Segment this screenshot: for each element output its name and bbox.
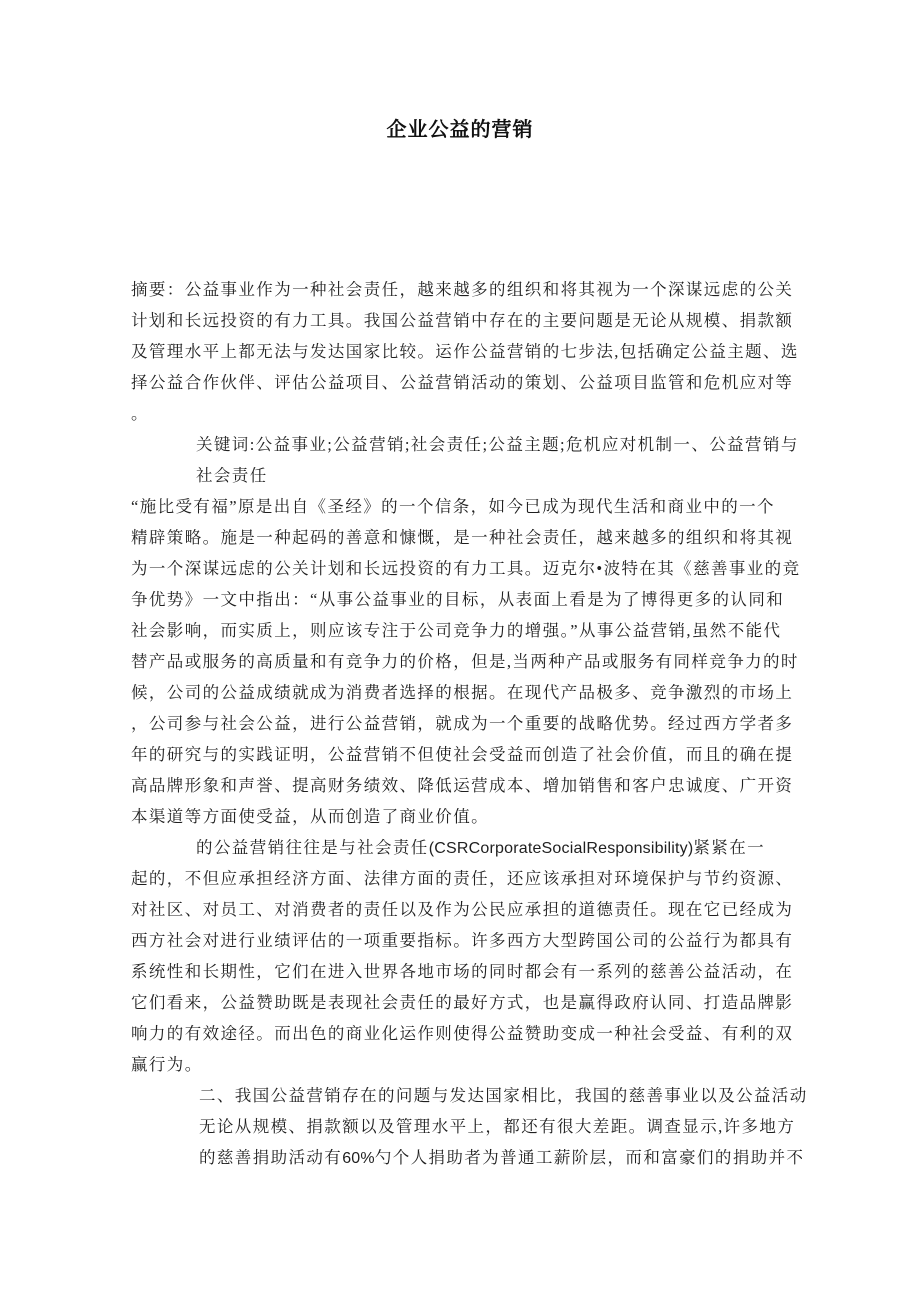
text-line: 摘要：公益事业作为一种社会责任，越来越多的组织和将其视为一个深谋远虑的公关 [131,280,794,299]
text-line: 起的，不但应承担经济方面、法律方面的责任，还应该承担对环境保护与节约资源、 [131,869,794,888]
text-line: 替产品或服务的高质量和有竞争力的价格，但是,当两种产品或服务有同样竞争力的时 [131,652,799,671]
text-line: 年的研究与的实践证明，公益营销不但使社会受益而创造了社会价值，而且的确在提 [131,745,794,764]
paragraph-keywords [131,429,803,491]
text-line: 。 [131,404,149,423]
text-line: 计划和长远投资的有力工具。我国公益营销中存在的主要问题是无论从规模、捐款额 [131,311,794,330]
text-line: 对社区、对员工、对消费者的责任以及作为公民应承担的道德责任。现在它已经成为 [131,900,794,919]
text-line: 响力的有效途径。而出色的商业化运作则使得公益赞助变成一种社会受益、有利的双 [131,1024,794,1043]
text-line: 社会影响，而实质上，则应该专注于公司竞争力的增强。”从事公益营销,虽然不能代 [131,621,782,640]
text-line: 择公益合作伙伴、评估公益项目、公益营销活动的策划、公益项目监管和危机应对等 [131,373,794,392]
text-line: 社会责任 [196,466,268,485]
document-body [131,274,808,1173]
paragraph-abstract [131,274,803,429]
text-line: 无论从规模、捐款额以及管理水平上，都还有很大差距。调查显示,许多地方 [199,1117,796,1136]
paragraph-section-2 [131,1080,808,1173]
text-line: 赢行为。 [131,1055,203,1074]
text-line: ，公司参与社会公益，进行公益营销，就成为一个重要的战略优势。经过西方学者多 [131,714,794,733]
text-line: 它们看来，公益赞助既是表现社会责任的最好方式，也是赢得政府认同、打造品牌影 [131,993,794,1012]
document-title: 企业公益的营销 [386,119,534,141]
latin-run: (CSRCorporateSocialResponsibility) [428,840,694,857]
latin-run: 60% [342,1150,375,1167]
text-line: 及管理水平上都无法与发达国家比较。运作公益营销的七步法,包括确定公益主题、选 [131,342,799,361]
text-line: 高品牌形象和声誉、提高财务绩效、降低运营成本、增加销售和客户忠诚度、广开资 [131,776,794,795]
paragraph-csr-paragraph [131,832,803,1080]
text-line: 的公益营销往往是与社会责任(CSRCorporateSocialResponsibility)紧紧在一 [196,838,765,857]
text-line: 系统性和长期性，它们在进入世界各地市场的同时都会有一系列的慈善公益活动，在 [131,962,794,981]
text-line: 西方社会对进行业绩评估的一项重要指标。许多西方大型跨国公司的公益行为都具有 [131,931,794,950]
paragraph-section-1-body [131,491,803,832]
text-line: 二、我国公益营销存在的问题与发达国家相比，我国的慈善事业以及公益活动 [199,1086,808,1105]
text-line: 候，公司的公益成绩就成为消费者选择的根据。在现代产品极多、竞争激烈的市场上 [131,683,794,702]
text-line: 的慈善捐助活动有60%勺个人捐助者为普通工薪阶层，而和富豪们的捐助并不 [199,1148,805,1167]
text-line: “施比受有福”原是出自《圣经》的一个信条，如今已成为现代生活和商业中的一个 [131,497,775,516]
text-line: 为一个深谋远虑的公关计划和长远投资的有力工具。迈克尔•波特在其《慈善事业的竞 [131,559,801,578]
text-line: 关键词:公益事业;公益营销;社会责任;公益主题;危机应对机制一、公益营销与 [196,435,799,454]
text-line: 争优势》一文中指出：“从事公益事业的目标，从表面上看是为了博得更多的认同和 [131,590,785,609]
text-line: 本渠道等方面使受益，从而创造了商业价值。 [131,807,489,826]
text-line: 精辟策略。施是一种起码的善意和慷慨，是一种社会责任，越来越多的组织和将其视 [131,528,794,547]
